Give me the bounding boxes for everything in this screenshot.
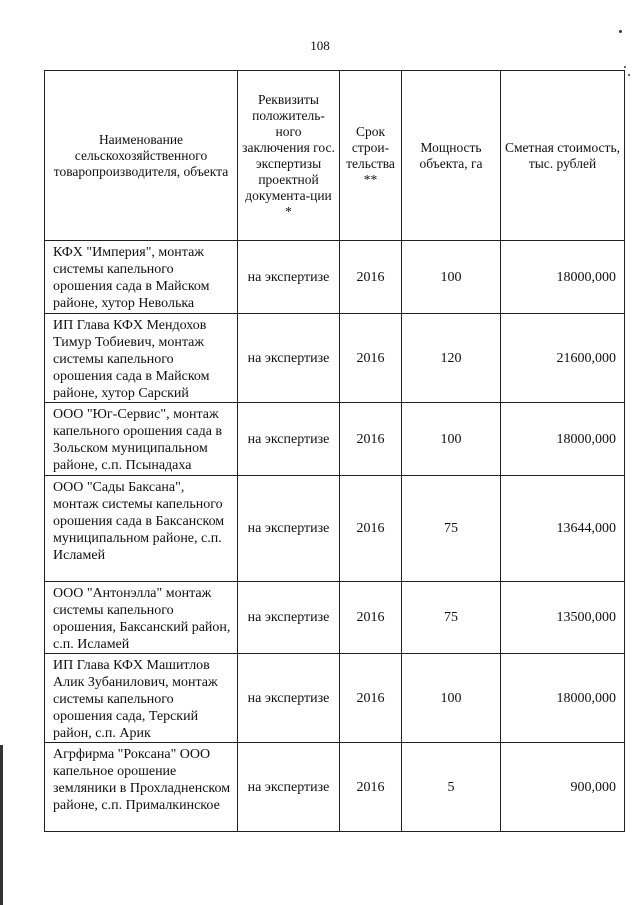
header-name: Наименование сельскохозяйственного товаропроизводителя, объекта (45, 71, 238, 241)
cell-year: 2016 (340, 743, 402, 832)
table-row (45, 654, 625, 743)
table-row (45, 743, 625, 832)
cell-status: на экспертизе (238, 476, 340, 582)
header-cost: Сметная стоимость, тыс. рублей (501, 71, 625, 241)
cell-capacity: 100 (402, 654, 501, 743)
cell-cost: 21600,000 (501, 314, 625, 403)
table-row (45, 241, 625, 314)
cell-year: 2016 (340, 654, 402, 743)
page-number: 108 (310, 38, 330, 53)
scan-speck (624, 66, 626, 68)
cell-name: ООО "Юг-Сервис", монтаж капельного орошения сада в Зольском муниципальном районе, с.п. Псынадаха (45, 403, 238, 476)
cell-name: ООО "Сады Баксана", монтаж системы капельного орошения сада в Баксанском муниципальном районе, с.п. Исламей (45, 476, 238, 582)
cell-cost: 18000,000 (501, 654, 625, 743)
cell-year: 2016 (340, 314, 402, 403)
cell-cost: 18000,000 (501, 403, 625, 476)
cell-cost: 13500,000 (501, 582, 625, 654)
cell-cost: 900,000 (501, 743, 625, 832)
cell-name: ООО "Антонэлла" монтаж системы капельного орошения, Баксанский район, с.п. Исламей (45, 582, 238, 654)
cell-cost: 13644,000 (501, 476, 625, 582)
table-header-row (45, 71, 625, 241)
cell-status: на экспертизе (238, 743, 340, 832)
scan-speck (619, 30, 622, 33)
table-row (45, 403, 625, 476)
cell-year: 2016 (340, 403, 402, 476)
table-row (45, 476, 625, 582)
cell-capacity: 120 (402, 314, 501, 403)
cell-capacity: 75 (402, 476, 501, 582)
cell-status: на экспертизе (238, 314, 340, 403)
header-requisites: Реквизиты положитель-ного заключения гос. экспертизы проектной документа-ции * (238, 71, 340, 241)
cell-year: 2016 (340, 476, 402, 582)
header-term: Срок строи-тельства ** (340, 71, 402, 241)
cell-status: на экспертизе (238, 654, 340, 743)
cell-status: на экспертизе (238, 241, 340, 314)
cell-year: 2016 (340, 241, 402, 314)
scan-speck (628, 74, 630, 76)
cell-cost: 18000,000 (501, 241, 625, 314)
cell-name: ИП Глава КФХ Мендохов Тимур Тобиевич, монтаж системы капельного орошения сада в Майском районе, хутор Сарский (45, 314, 238, 403)
cell-name: КФХ "Империя", монтаж системы капельного орошения сада в Майском районе, хутор Неволька (45, 241, 238, 314)
header-capacity: Мощность объекта, га (402, 71, 501, 241)
cell-status: на экспертизе (238, 403, 340, 476)
table-row (45, 314, 625, 403)
cell-capacity: 75 (402, 582, 501, 654)
cell-status: на экспертизе (238, 582, 340, 654)
cell-capacity: 100 (402, 403, 501, 476)
cell-name: Агрфирма "Роксана" ООО капельное орошение земляники в Прохладненском районе, с.п. Прималкинское (45, 743, 238, 832)
cell-year: 2016 (340, 582, 402, 654)
cell-capacity: 100 (402, 241, 501, 314)
cell-name: ИП Глава КФХ Машитлов Алик Зубанилович, монтаж системы капельного орошения сада, Терский район, с.п. Арик (45, 654, 238, 743)
cell-capacity: 5 (402, 743, 501, 832)
table-row (45, 582, 625, 654)
scan-edge-mark (0, 745, 3, 905)
projects-table (44, 70, 625, 832)
